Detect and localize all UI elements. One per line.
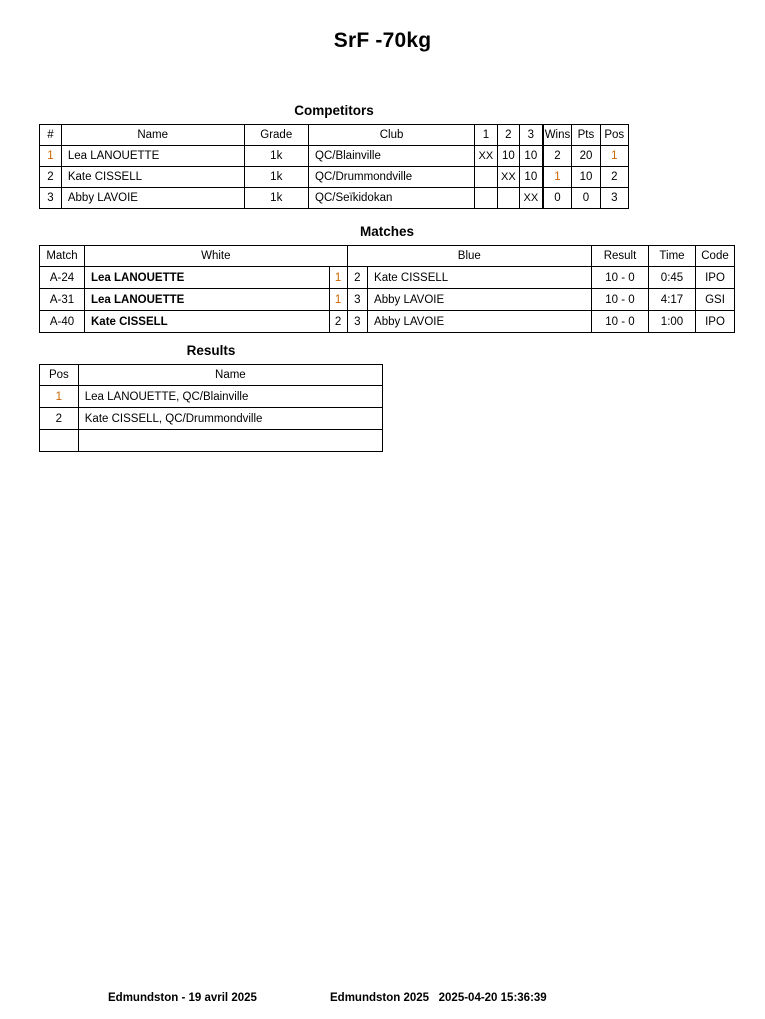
competitor-club: QC/Blainville <box>309 146 475 167</box>
table-header-row <box>40 365 383 386</box>
match-id: A-31 <box>40 289 85 311</box>
competitors-section <box>39 103 629 209</box>
column-header-pts: Pts <box>572 125 600 146</box>
match-white-num: 1 <box>329 289 347 311</box>
result-pos: 1 <box>40 386 79 408</box>
competitor-cell-g3: XX <box>520 188 543 209</box>
competitor-cell-g3: 10 <box>520 167 543 188</box>
competitor-cell-g3: 10 <box>520 146 543 167</box>
match-blue: Kate CISSELL <box>368 267 592 289</box>
competitor-cell-g2: XX <box>497 167 519 188</box>
competitor-wins: 1 <box>543 167 572 188</box>
matches-heading: Matches <box>359 224 415 239</box>
column-header-name: Name <box>78 365 382 386</box>
table-row <box>40 188 629 209</box>
match-blue: Abby LAVOIE <box>368 311 592 333</box>
competitor-cell-g1: XX <box>475 146 497 167</box>
match-result: 10 - 0 <box>592 289 649 311</box>
match-time: 0:45 <box>649 267 696 289</box>
column-header-num: # <box>40 125 62 146</box>
column-header-match: Match <box>40 246 85 267</box>
footer-event-location: Edmundston - 19 avril 2025 <box>108 992 257 1004</box>
column-header-code: Code <box>696 246 735 267</box>
column-header-pos: Pos <box>600 125 628 146</box>
table-row <box>40 386 383 408</box>
match-code: IPO <box>696 267 735 289</box>
match-blue-num: 2 <box>347 267 367 289</box>
competitor-cell-g2 <box>497 188 519 209</box>
result-name: Kate CISSELL, QC/Drummondville <box>78 408 382 430</box>
match-time: 4:17 <box>649 289 696 311</box>
match-white: Lea LANOUETTE <box>85 267 330 289</box>
table-row <box>40 311 735 333</box>
results-heading: Results <box>186 343 236 358</box>
page-title: SrF -70kg <box>333 29 432 52</box>
match-blue-num: 3 <box>347 311 367 333</box>
column-header-white: White <box>85 246 348 267</box>
competitor-name: Lea LANOUETTE <box>61 146 244 167</box>
table-row <box>40 408 383 430</box>
column-header-grade: Grade <box>244 125 309 146</box>
table-header-row <box>40 246 735 267</box>
table-row <box>40 430 383 452</box>
match-time: 1:00 <box>649 311 696 333</box>
match-id: A-24 <box>40 267 85 289</box>
column-header-g2: 2 <box>497 125 519 146</box>
match-blue-num: 3 <box>347 289 367 311</box>
result-name: Lea LANOUETTE, QC/Blainville <box>78 386 382 408</box>
table-row <box>40 146 629 167</box>
match-result: 10 - 0 <box>592 267 649 289</box>
column-header-g1: 1 <box>475 125 497 146</box>
results-table <box>39 364 383 452</box>
match-result: 10 - 0 <box>592 311 649 333</box>
match-code: IPO <box>696 311 735 333</box>
competitor-club: QC/Seïkidokan <box>309 188 475 209</box>
competitor-cell-g2: 10 <box>497 146 519 167</box>
competitor-pts: 10 <box>572 167 600 188</box>
column-header-blue: Blue <box>347 246 591 267</box>
competitor-grade: 1k <box>244 167 309 188</box>
matches-section <box>39 224 735 333</box>
column-header-result: Result <box>592 246 649 267</box>
result-pos <box>40 430 79 452</box>
table-row <box>40 167 629 188</box>
competitor-wins: 0 <box>543 188 572 209</box>
result-pos: 2 <box>40 408 79 430</box>
results-section <box>39 343 383 452</box>
competitor-grade: 1k <box>244 188 309 209</box>
match-id: A-40 <box>40 311 85 333</box>
match-white: Kate CISSELL <box>85 311 330 333</box>
column-header-g3: 3 <box>520 125 543 146</box>
column-header-time: Time <box>649 246 696 267</box>
competitor-cell-g1 <box>475 188 497 209</box>
competitor-name: Kate CISSELL <box>61 167 244 188</box>
column-header-wins: Wins <box>543 125 572 146</box>
table-header-row <box>40 125 629 146</box>
table-row <box>40 267 735 289</box>
competitor-num: 2 <box>40 167 62 188</box>
competitor-pts: 0 <box>572 188 600 209</box>
competitors-heading: Competitors <box>294 103 374 118</box>
matches-table <box>39 245 735 333</box>
competitor-cell-g1 <box>475 167 497 188</box>
competitor-wins: 2 <box>543 146 572 167</box>
competitor-pos: 2 <box>600 167 628 188</box>
column-header-pos: Pos <box>40 365 79 386</box>
competitor-num: 1 <box>40 146 62 167</box>
match-white-num: 1 <box>329 267 347 289</box>
competitor-name: Abby LAVOIE <box>61 188 244 209</box>
competitor-num: 3 <box>40 188 62 209</box>
competitor-pos: 1 <box>600 146 628 167</box>
table-row <box>40 289 735 311</box>
competitor-club: QC/Drummondville <box>309 167 475 188</box>
competitors-table <box>39 124 629 209</box>
footer-event-stamp: Edmundston 2025 2025-04-20 15:36:39 <box>330 992 547 1004</box>
competitor-pts: 20 <box>572 146 600 167</box>
result-name <box>78 430 382 452</box>
competitor-pos: 3 <box>600 188 628 209</box>
competitor-grade: 1k <box>244 146 309 167</box>
match-blue: Abby LAVOIE <box>368 289 592 311</box>
match-white: Lea LANOUETTE <box>85 289 330 311</box>
match-white-num: 2 <box>329 311 347 333</box>
column-header-club: Club <box>309 125 475 146</box>
column-header-name: Name <box>61 125 244 146</box>
match-code: GSI <box>696 289 735 311</box>
